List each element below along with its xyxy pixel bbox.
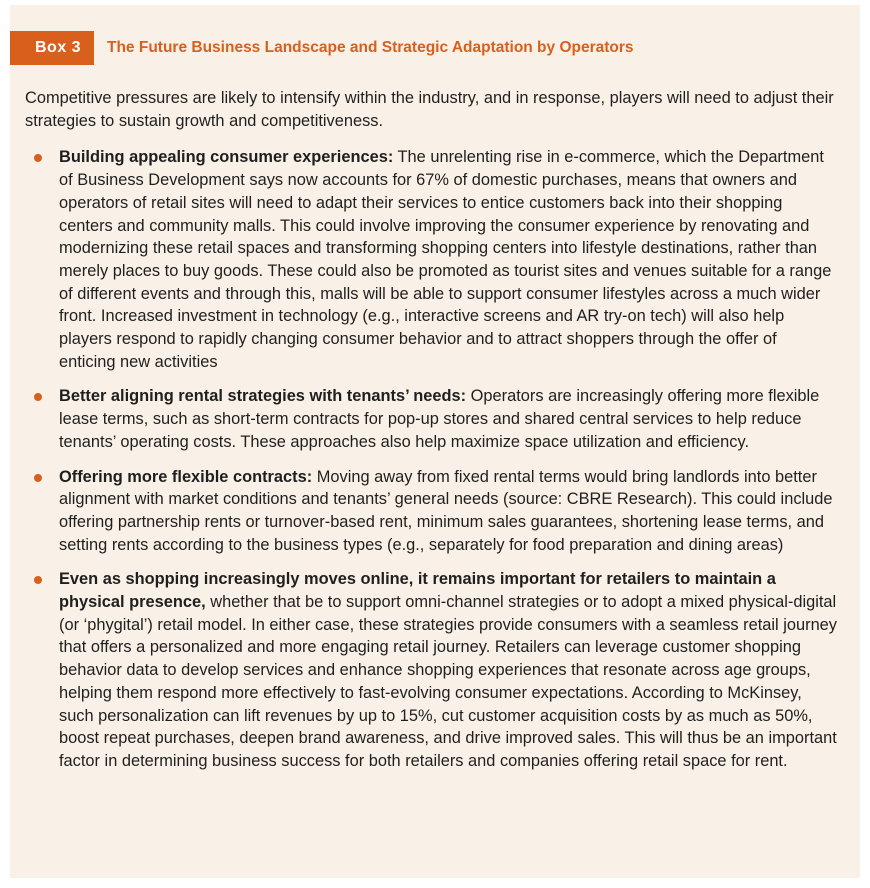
bullet-lead: Even as shopping increasingly moves online, it remains important for retailers to maintain a physical presence,: [59, 570, 776, 612]
box-content: [25, 87, 837, 785]
bullet-dot-icon: [34, 154, 42, 162]
bullet-dot-icon: [34, 393, 42, 401]
box-label: Box 3: [10, 31, 94, 65]
bullet-item-rental-strategies: [25, 385, 837, 453]
bullet-text: Moving away from fixed rental terms would bring landlords into better alignment with market conditions and tenants’ general needs (source: CBRE Research). This could include offering partnership rents or turnover-based rent, minimum sales guarantees, shortening lease terms, and setting rents according to the business types (e.g., separately for food preparation and dining areas): [59, 467, 833, 554]
box-title: The Future Business Landscape and Strategic Adaptation by Operators: [107, 39, 634, 56]
bullet-lead: Offering more flexible contracts:: [59, 467, 313, 486]
bullet-dot-icon: [34, 576, 42, 584]
box-header: [10, 31, 634, 65]
bullet-lead: Building appealing consumer experiences:: [59, 148, 394, 167]
bullet-item-flexible-contracts: [25, 466, 837, 557]
bullet-item-physical-presence: [25, 568, 837, 772]
bullet-item-consumer-experiences: [25, 146, 837, 373]
bullet-lead: Better aligning rental strategies with tenants’ needs:: [59, 387, 467, 406]
bullet-text: Operators are increasingly offering more flexible lease terms, such as short-term contracts for pop-up stores and shared central services to help reduce tenants’ operating costs. These approaches also help maximize space utilization and efficiency.: [59, 387, 820, 451]
intro-paragraph: Competitive pressures are likely to intensify within the industry, and in response, players will need to adjust their strategies to sustain growth and competitiveness.: [25, 89, 834, 130]
bullet-list: [25, 146, 837, 772]
bullet-dot-icon: [34, 474, 42, 482]
bullet-text: whether that be to support omni-channel strategies or to adopt a mixed physical-digital (or ‘phygital’) retail model. In either case, these strategies provide consumers with a seamless retail journey that offers a personalized and more engaging retail journey. Retailers can leverage customer shopping behavior data to develop services and enhance shopping experiences that resonate across age groups, helping them respond more effectively to fast-evolving consumer expectations. According to McKinsey, such personalization can lift revenues by up to 15%, cut customer acquisition costs by as much as 50%, boost repeat purchases, deepen brand awareness, and drive improved sales. This will thus be an important factor in determining business success for both retailers and companies offering retail space for rent.: [59, 593, 837, 770]
bullet-text: The unrelenting rise in e-commerce, which the Department of Business Development says now accounts for 67% of domestic purchases, means that owners and operators of retail sites will need to adapt their services to entice customers back into their shopping centers and community malls. This could involve improving the consumer experience by renovating and modernizing these retail spaces and transforming shopping centers into lifestyle destinations, rather than merely places to buy goods. These could also be promoted as tourist sites and venues suitable for a range of different events and through this, malls will be able to support consumer lifestyles across a much wider front. Increased investment in technology (e.g., interactive screens and AR try-on tech) will also help players respond to rapidly changing consumer behavior and to attract shoppers through the offer of enticing new activities: [59, 148, 832, 371]
